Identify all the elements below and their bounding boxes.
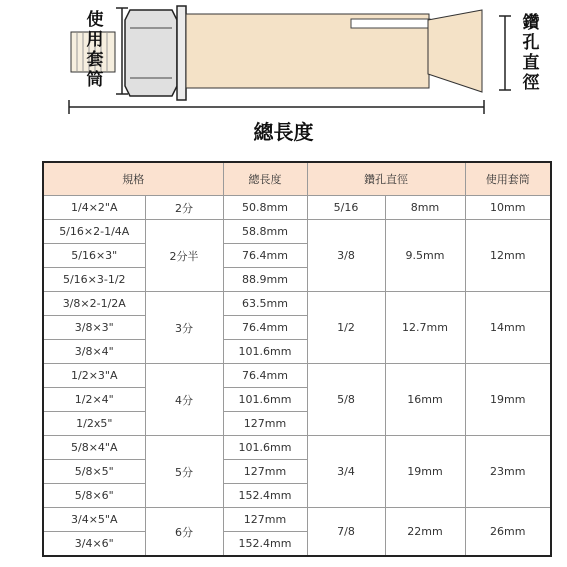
total-length-cell: 76.4mm <box>223 244 307 268</box>
total-length-cell: 152.4mm <box>223 532 307 557</box>
header-drill-diameter: 鑽孔直徑 <box>307 162 465 196</box>
total-length-cell: 101.6mm <box>223 436 307 460</box>
total-length-cell: 58.8mm <box>223 220 307 244</box>
total-length-cell: 101.6mm <box>223 340 307 364</box>
spec-cell: 3/8×3" <box>43 316 145 340</box>
table-row <box>43 220 551 244</box>
header-total-length: 總長度 <box>223 162 307 196</box>
total-length-cell: 127mm <box>223 460 307 484</box>
washer <box>177 6 186 100</box>
total-length-cell: 152.4mm <box>223 484 307 508</box>
total-length-cell: 63.5mm <box>223 292 307 316</box>
drill-mm-cell: 16mm <box>385 364 465 436</box>
spec-cell: 1/2×3"A <box>43 364 145 388</box>
spec-table <box>42 161 552 557</box>
spec-cell: 5/8×4"A <box>43 436 145 460</box>
spec-cell: 3/8×4" <box>43 340 145 364</box>
total-length-cell: 50.8mm <box>223 196 307 220</box>
drill-mm-cell: 19mm <box>385 436 465 508</box>
spec-cell: 1/2×4" <box>43 388 145 412</box>
spec-cell: 3/4×6" <box>43 532 145 557</box>
table-row <box>43 364 551 388</box>
fen-size-cell: 6分 <box>145 508 223 557</box>
spec-cell: 3/4×5"A <box>43 508 145 532</box>
fen-size-cell: 2分半 <box>145 220 223 292</box>
total-length-label: 總長度 <box>253 120 314 144</box>
spec-cell: 5/8×6" <box>43 484 145 508</box>
spec-cell: 5/16×3-1/2 <box>43 268 145 292</box>
spec-cell: 1/2x5" <box>43 412 145 436</box>
total-length-cell: 76.4mm <box>223 364 307 388</box>
drill-inch-cell: 1/2 <box>307 292 385 364</box>
drill-mm-cell: 9.5mm <box>385 220 465 292</box>
spec-cell: 3/8×2-1/2A <box>43 292 145 316</box>
fen-size-cell: 2分 <box>145 196 223 220</box>
sleeve-cell: 12mm <box>465 220 551 292</box>
sleeve-cell: 14mm <box>465 292 551 364</box>
sleeve-size-label: 使用套筒 <box>86 10 104 90</box>
anchor-bolt-diagram <box>0 0 567 155</box>
total-length-cell: 127mm <box>223 508 307 532</box>
spec-cell: 1/4×2"A <box>43 196 145 220</box>
table-row <box>43 292 551 316</box>
spec-cell: 5/8×5" <box>43 460 145 484</box>
total-length-cell: 88.9mm <box>223 268 307 292</box>
table-row <box>43 436 551 460</box>
total-length-cell: 101.6mm <box>223 388 307 412</box>
hex-nut <box>125 10 177 96</box>
drill-mm-cell: 22mm <box>385 508 465 557</box>
sleeve-cell: 10mm <box>465 196 551 220</box>
table-header-row <box>43 162 551 196</box>
drill-mm-cell: 8mm <box>385 196 465 220</box>
drill-inch-cell: 3/8 <box>307 220 385 292</box>
total-length-cell: 76.4mm <box>223 316 307 340</box>
header-sleeve: 使用套筒 <box>465 162 551 196</box>
sleeve-cell: 26mm <box>465 508 551 557</box>
sleeve-cell: 19mm <box>465 364 551 436</box>
expansion-cone <box>428 10 482 92</box>
fen-size-cell: 4分 <box>145 364 223 436</box>
table-row <box>43 196 551 220</box>
table-row <box>43 508 551 532</box>
spec-table-body <box>43 196 551 557</box>
spec-cell: 5/16×2-1/4A <box>43 220 145 244</box>
drill-diameter-label: 鑽孔直徑 <box>522 13 540 93</box>
drill-inch-cell: 5/16 <box>307 196 385 220</box>
drill-inch-cell: 7/8 <box>307 508 385 557</box>
sleeve-slot <box>351 19 430 28</box>
total-length-cell: 127mm <box>223 412 307 436</box>
drill-mm-cell: 12.7mm <box>385 292 465 364</box>
sleeve-cell: 23mm <box>465 436 551 508</box>
header-spec: 規格 <box>43 162 223 196</box>
fen-size-cell: 5分 <box>145 436 223 508</box>
spec-cell: 5/16×3" <box>43 244 145 268</box>
fen-size-cell: 3分 <box>145 292 223 364</box>
drill-inch-cell: 5/8 <box>307 364 385 436</box>
drill-inch-cell: 3/4 <box>307 436 385 508</box>
